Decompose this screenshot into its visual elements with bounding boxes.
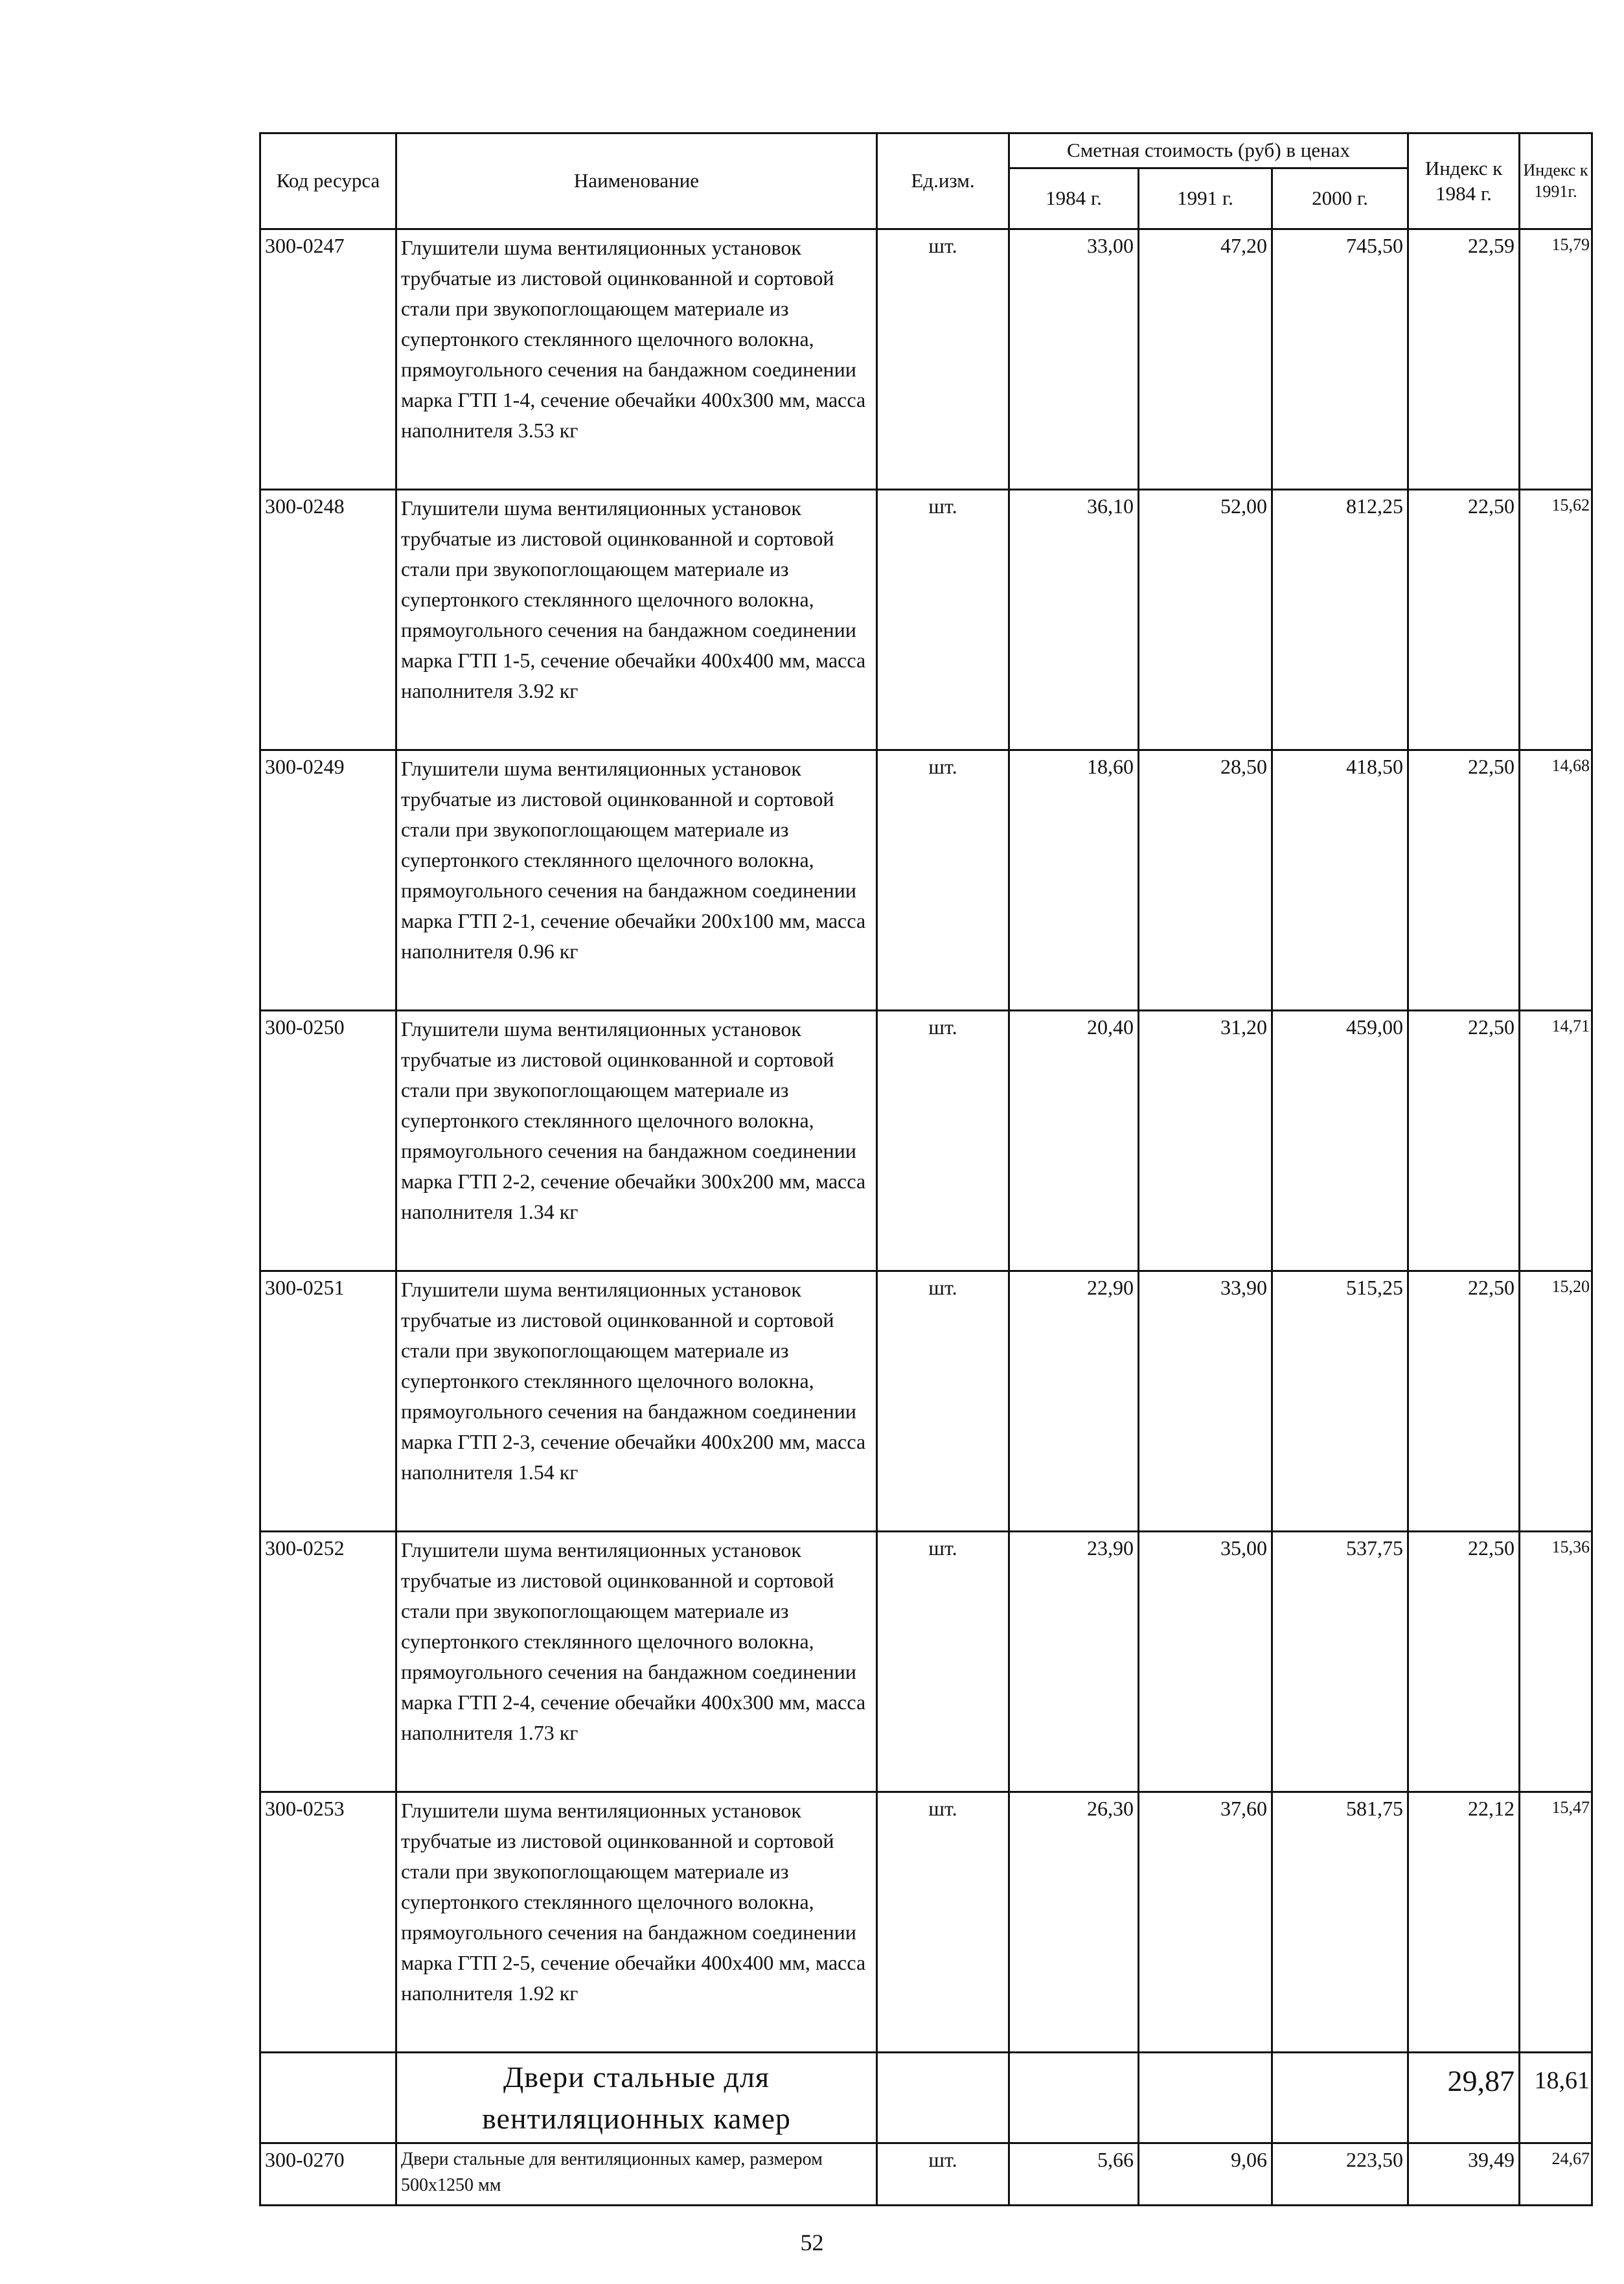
row-price-2000: 537,75 [1272, 1532, 1408, 1792]
section-empty-1984 [1009, 2053, 1139, 2143]
row-price-1984: 20,40 [1009, 1011, 1139, 1271]
row-price-1984: 36,10 [1009, 490, 1139, 750]
row-price-2000: 418,50 [1272, 750, 1408, 1011]
section-index-1984: 29,87 [1408, 2053, 1520, 2143]
row-price-1991: 9,06 [1139, 2143, 1272, 2206]
row-name: Глушители шума вентиляционных установок трубчатые из листовой оцинкованной и сортовой стали при звукопоглощающем материале из супертонкого стеклянного щелочного волокна, прямоугольного сечения на бандажном соединении марка ГТП 2-5, сечение обечайки 400х400 мм, масса наполнителя 1.92 кг [396, 1792, 877, 2053]
row-code: 300-0252 [260, 1532, 396, 1792]
row-unit: шт. [877, 1532, 1009, 1792]
row-price-1984: 26,30 [1009, 1792, 1139, 2053]
row-index-1984: 22,50 [1408, 1011, 1520, 1271]
row-unit: шт. [877, 490, 1009, 750]
row-index-1991: 14,71 [1520, 1011, 1592, 1271]
row-index-1984: 22,59 [1408, 229, 1520, 490]
row-index-1991: 15,36 [1520, 1532, 1592, 1792]
row-name: Глушители шума вентиляционных установок трубчатые из листовой оцинкованной и сортовой стали при звукопоглощающем материале из супертонкого стеклянного щелочного волокна, прямоугольного сечения на бандажном соединении марка ГТП 1-5, сечение обечайки 400х400 мм, масса наполнителя 3.92 кг [396, 490, 877, 750]
price-table [259, 132, 1593, 2206]
row-unit: шт. [877, 1011, 1009, 1271]
row-price-2000: 745,50 [1272, 229, 1408, 490]
row-index-1984: 22,50 [1408, 490, 1520, 750]
header-index-1991: Индекс к 1991г. [1520, 133, 1592, 229]
row-price-2000: 581,75 [1272, 1792, 1408, 2053]
row-index-1991: 15,20 [1520, 1271, 1592, 1532]
table-row [260, 1792, 1592, 2053]
row-price-1984: 22,90 [1009, 1271, 1139, 1532]
row-price-2000: 812,25 [1272, 490, 1408, 750]
row-price-1984: 33,00 [1009, 229, 1139, 490]
row-price-1991: 47,20 [1139, 229, 1272, 490]
section-empty-1991 [1139, 2053, 1272, 2143]
section-row [260, 2053, 1592, 2143]
row-index-1984: 39,49 [1408, 2143, 1520, 2206]
section-empty-code [260, 2053, 396, 2143]
row-name: Глушители шума вентиляционных установок трубчатые из листовой оцинкованной и сортовой стали при звукопоглощающем материале из супертонкого стеклянного щелочного волокна, прямоугольного сечения на бандажном соединении марка ГТП 2-3, сечение обечайки 400х200 мм, масса наполнителя 1.54 кг [396, 1271, 877, 1532]
row-price-1984: 23,90 [1009, 1532, 1139, 1792]
row-code: 300-0253 [260, 1792, 396, 2053]
row-price-2000: 223,50 [1272, 2143, 1408, 2206]
row-index-1991: 15,79 [1520, 229, 1592, 490]
section-index-1991: 18,61 [1520, 2053, 1592, 2143]
header-name: Наименование [396, 133, 877, 229]
row-index-1984: 22,50 [1408, 1271, 1520, 1532]
row-code: 300-0247 [260, 229, 396, 490]
row-price-1991: 35,00 [1139, 1532, 1272, 1792]
table-row [260, 490, 1592, 750]
row-index-1991: 24,67 [1520, 2143, 1592, 2206]
row-price-2000: 459,00 [1272, 1011, 1408, 1271]
row-price-2000: 515,25 [1272, 1271, 1408, 1532]
header-cost-group: Сметная стоимость (руб) в ценах [1009, 133, 1408, 168]
row-index-1991: 14,68 [1520, 750, 1592, 1011]
row-index-1984: 22,50 [1408, 750, 1520, 1011]
row-name: Глушители шума вентиляционных установок трубчатые из листовой оцинкованной и сортовой стали при звукопоглощающем материале из супертонкого стеклянного щелочного волокна, прямоугольного сечения на бандажном соединении марка ГТП 2-4, сечение обечайки 400х300 мм, масса наполнителя 1.73 кг [396, 1532, 877, 1792]
header-year-1991: 1991 г. [1139, 168, 1272, 229]
row-index-1991: 15,47 [1520, 1792, 1592, 2053]
page-number: 52 [800, 2230, 824, 2255]
row-unit: шт. [877, 1792, 1009, 2053]
row-unit: шт. [877, 229, 1009, 490]
section-title: Двери стальные для вентиляционных камер [396, 2053, 877, 2143]
header-year-1984: 1984 г. [1009, 168, 1139, 229]
row-code: 300-0270 [260, 2143, 396, 2206]
section-empty-2000 [1272, 2053, 1408, 2143]
header-unit: Ед.изм. [877, 133, 1009, 229]
row-index-1984: 22,12 [1408, 1792, 1520, 2053]
row-name: Двери стальные для вентиляционных камер, размером 500х1250 мм [396, 2143, 877, 2206]
table-row [260, 750, 1592, 1011]
table-row [260, 1271, 1592, 1532]
row-code: 300-0251 [260, 1271, 396, 1532]
row-price-1991: 33,90 [1139, 1271, 1272, 1532]
row-price-1991: 52,00 [1139, 490, 1272, 750]
table-row [260, 229, 1592, 490]
row-unit: шт. [877, 750, 1009, 1011]
row-code: 300-0250 [260, 1011, 396, 1271]
row-unit: шт. [877, 2143, 1009, 2206]
table-body [260, 229, 1592, 2053]
row-index-1984: 22,50 [1408, 1532, 1520, 1792]
row-code: 300-0248 [260, 490, 396, 750]
table-row [260, 2143, 1592, 2206]
table-row [260, 1532, 1592, 1792]
row-name: Глушители шума вентиляционных установок трубчатые из листовой оцинкованной и сортовой стали при звукопоглощающем материале из супертонкого стеклянного щелочного волокна, прямоугольного сечения на бандажном соединении марка ГТП 2-1, сечение обечайки 200х100 мм, масса наполнителя 0.96 кг [396, 750, 877, 1011]
row-name: Глушители шума вентиляционных установок трубчатые из листовой оцинкованной и сортовой стали при звукопоглощающем материале из супертонкого стеклянного щелочного волокна, прямоугольного сечения на бандажном соединении марка ГТП 1-4, сечение обечайки 400х300 мм, масса наполнителя 3.53 кг [396, 229, 877, 490]
row-index-1991: 15,62 [1520, 490, 1592, 750]
row-price-1991: 37,60 [1139, 1792, 1272, 2053]
section-empty-unit [877, 2053, 1009, 2143]
header-code: Код ресурса [260, 133, 396, 229]
row-name: Глушители шума вентиляционных установок трубчатые из листовой оцинкованной и сортовой стали при звукопоглощающем материале из супертонкого стеклянного щелочного волокна, прямоугольного сечения на бандажном соединении марка ГТП 2-2, сечение обечайки 300х200 мм, масса наполнителя 1.34 кг [396, 1011, 877, 1271]
row-price-1984: 18,60 [1009, 750, 1139, 1011]
header-year-2000: 2000 г. [1272, 168, 1408, 229]
row-price-1991: 31,20 [1139, 1011, 1272, 1271]
row-price-1991: 28,50 [1139, 750, 1272, 1011]
row-price-1984: 5,66 [1009, 2143, 1139, 2206]
row-unit: шт. [877, 1271, 1009, 1532]
row-code: 300-0249 [260, 750, 396, 1011]
header-index-1984: Индекс к 1984 г. [1408, 133, 1520, 229]
table-row [260, 1011, 1592, 1271]
